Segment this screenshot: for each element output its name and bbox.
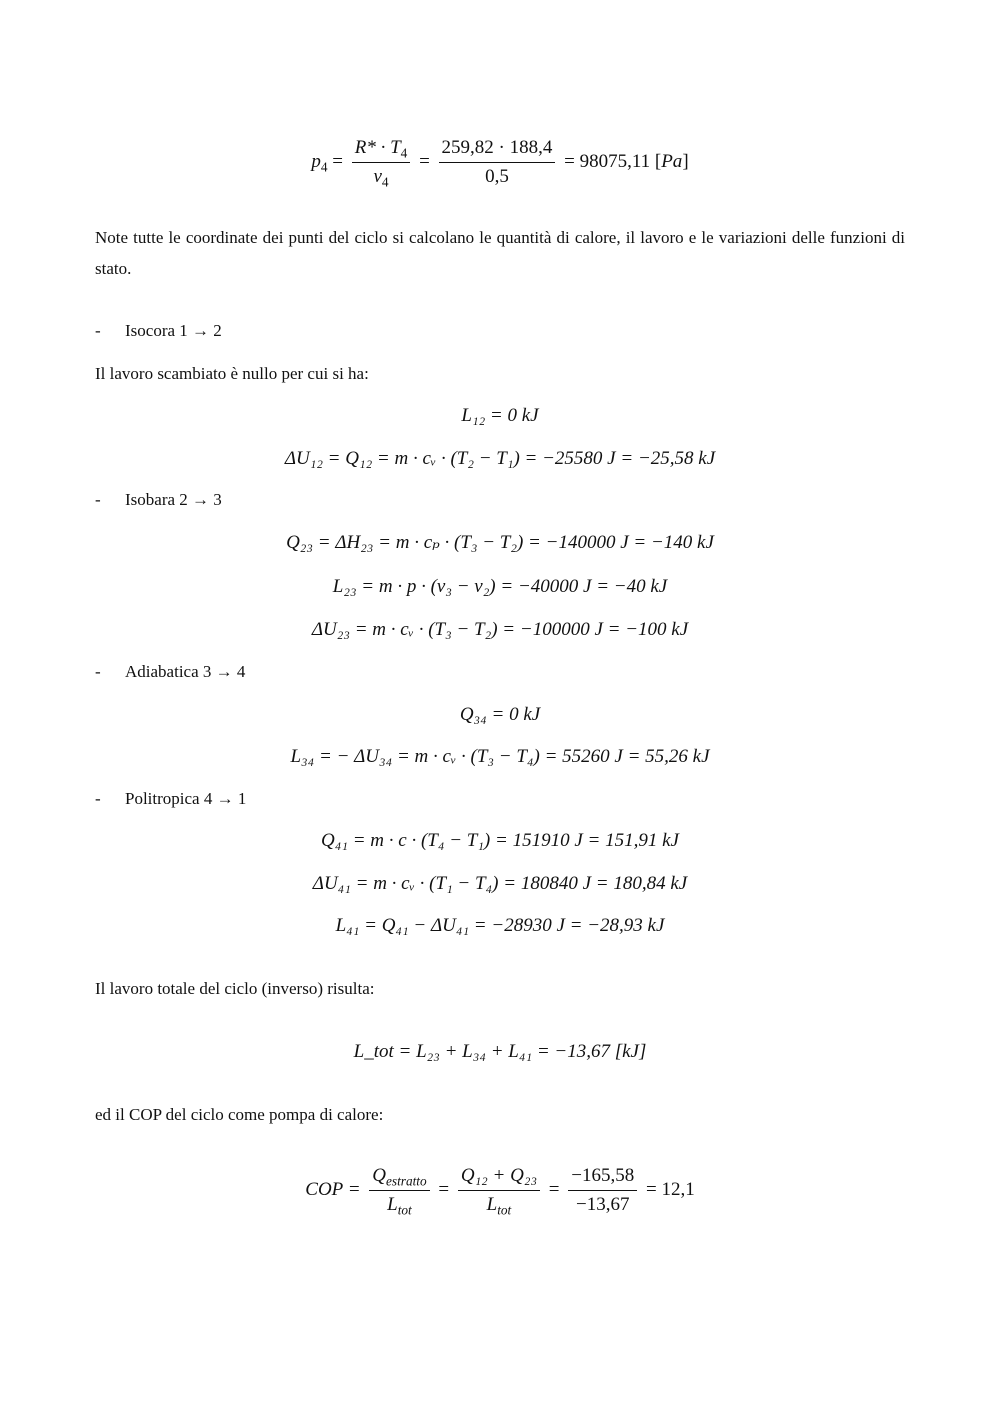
p4-lhs-sub: 4 [320,159,328,175]
equation-Ltot [0,1040,1000,1064]
p4-frac1-num: R* · T [354,137,401,158]
equation-dU23-text: ΔU₂₃ = m · cᵥ · (T₃ − T₂) = −100000 J = −100 kJ [311,619,689,640]
p4-frac2-den: 0,5 [485,166,509,187]
bullet-dash: - [95,490,101,509]
cop-frac2-num: Q₁₂ + Q₂₃ [458,1164,540,1191]
equation-L41 [0,914,1000,938]
step-isocora [95,319,222,343]
equation-L23-text: L₂₃ = m · p · (v₃ − v₂) = −40000 J = −40 kJ [332,576,668,597]
bullet-dash: - [95,662,101,681]
total-work-paragraph: Il lavoro totale del ciclo (inverso) risulta: [95,979,375,998]
cop-frac1-den-sub: tot [397,1202,412,1218]
equation-Q23 [0,531,1000,555]
p4-frac1-num-sub: 4 [400,145,408,161]
equation-L23 [0,575,1000,599]
equation-dU12-text: ΔU₁₂ = Q₁₂ = m · cᵥ · (T₂ − T₁) = −25580 J = −25,58 kJ [284,448,716,469]
equation-Q34 [0,703,1000,727]
p4-frac1-den: v [373,166,382,187]
equation-L34-text: L₃₄ = − ΔU₃₄ = m · cᵥ · (T₃ − T₄) = 55260 J = 55,26 kJ [290,746,710,767]
equation-L12 [0,404,1000,428]
equation-L41-text: L₄₁ = Q₄₁ − ΔU₄₁ = −28930 J = −28,93 kJ [335,915,665,936]
cop-lhs: COP = [305,1178,361,1200]
equation-Q41 [0,829,1000,853]
bullet-dash: - [95,321,101,340]
p4-lhs: p [311,150,321,172]
step-adiabatica-label: Adiabatica 3 → 4 [125,662,246,681]
step-politropica-label: Politropica 4 → 1 [125,789,247,808]
equation-dU41-text: ΔU₄₁ = m · cᵥ · (T₁ − T₄) = 180840 J = 180,84 kJ [312,873,688,894]
cop-result: = 12,1 [645,1178,695,1200]
step-adiabatica [95,660,245,684]
cop-frac2-den-sub: tot [497,1202,512,1218]
cop-fraction-symbolic [369,1164,429,1217]
equation-dU12 [0,447,1000,471]
cop-paragraph: ed il COP del ciclo come pompa di calore: [95,1105,384,1124]
equation-p4: $p_4$ = $\frac{R* \cdot T_4}{v_4}$ = $\frac{259,82 \cdot 188,4}{0,5}$ = 98075,11 [Pa] [311,137,689,190]
equation-cop: COP = $\frac{Q_{estratto}}{L_{tot}}$ = $\frac{\text{Q₁₂ + Q₂₃}}{L_{tot}}$ = $\frac{-165,58}{-13,67}$ = 12,1 [305,1165,695,1218]
p4-unit: Pa [661,150,683,172]
intro-paragraph: Note tutte le coordinate dei punti del ciclo si calcolano le quantità di calore, il lavoro e le variazioni delle funzioni di stato. [95,228,905,278]
p4-result: = 98075,11 [ [564,150,662,172]
isocora-note: Il lavoro scambiato è nullo per cui si ha: [95,364,369,383]
bullet-dash: - [95,789,101,808]
equation-dU41 [0,872,1000,896]
equation-L34 [0,745,1000,769]
cop-fraction-numeric [568,1164,637,1217]
step-isobara [95,488,222,512]
step-politropica [95,787,246,811]
p4-frac2-num: 259,82 · 188,4 [439,136,556,163]
equation-L12-text: L₁₂ = 0 kJ [461,405,539,426]
cop-frac2-den: L [486,1194,498,1215]
cop-fraction-sum [458,1164,540,1217]
equation-Q34-text: Q₃₄ = 0 kJ [459,704,541,725]
cop-frac3-den: −13,67 [576,1194,630,1215]
p4-frac1-den-sub: 4 [381,174,389,190]
step-isocora-label: Isocora 1 → 2 [125,321,222,340]
cop-frac1-num: Q [372,1165,386,1186]
equation-Q41-text: Q₄₁ = m · c · (T₄ − T₁) = 151910 J = 151,91 kJ [321,830,679,851]
equation-Ltot-text: L_tot = L₂₃ + L₃₄ + L₄₁ = −13,67 [kJ] [353,1041,647,1062]
p4-unit-close: ] [682,150,689,172]
p4-fraction-symbolic [352,136,411,189]
cop-frac3-num: −165,58 [568,1164,637,1191]
cop-frac1-den: L [387,1194,398,1215]
step-isobara-label: Isobara 2 → 3 [125,490,222,509]
equation-Q23-text: Q₂₃ = ΔH₂₃ = m · cₚ · (T₃ − T₂) = −140000 J = −140 kJ [286,532,714,553]
equation-dU23 [0,618,1000,642]
p4-fraction-numeric [439,136,556,189]
cop-frac1-num-sub: estratto [386,1173,427,1189]
